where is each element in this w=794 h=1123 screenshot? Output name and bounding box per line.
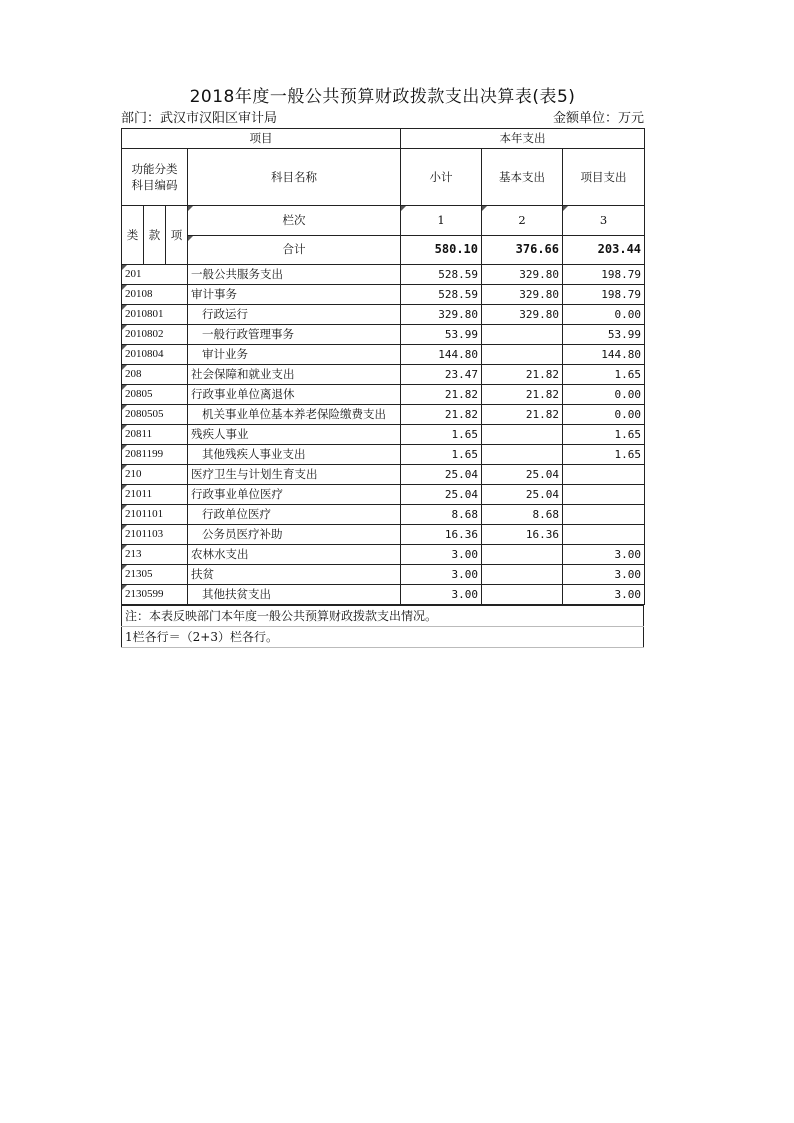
row-project [563,485,645,505]
header-basic: 基本支出 [482,149,563,206]
row-basic: 25.04 [482,465,563,485]
row-code: 20108 [122,285,188,305]
row-subtotal: 3.00 [401,545,482,565]
row-subtotal: 23.47 [401,365,482,385]
table-row [122,545,645,565]
row-project: 3.00 [563,545,645,565]
table-row [122,365,645,385]
row-code: 2130599 [122,585,188,605]
lanci-label: 栏次 [188,206,401,236]
department-label: 部门：武汉市汉阳区审计局 [121,111,278,126]
row-project: 198.79 [563,265,645,285]
row-basic [482,445,563,465]
header-xiang: 项 [166,206,188,265]
row-subtotal: 53.99 [401,325,482,345]
row-project: 3.00 [563,585,645,605]
row-code: 2080505 [122,405,188,425]
table-row [122,285,645,305]
header-item: 项目 [122,129,401,149]
row-subject-name: 行政单位医疗 [188,505,401,525]
table-row [122,505,645,525]
row-subject-name: 扶贫 [188,565,401,585]
row-subject-name: 机关事业单位基本养老保险缴费支出 [188,405,401,425]
row-basic: 21.82 [482,385,563,405]
row-project: 0.00 [563,385,645,405]
row-subtotal: 1.65 [401,445,482,465]
row-code: 2010804 [122,345,188,365]
row-code: 21011 [122,485,188,505]
row-project: 3.00 [563,565,645,585]
row-project: 53.99 [563,325,645,345]
row-basic: 25.04 [482,485,563,505]
row-basic [482,585,563,605]
row-subject-name: 行政运行 [188,305,401,325]
col-index-2: 2 [482,206,563,236]
row-project: 1.65 [563,445,645,465]
header-func-code: 功能分类 科目编码 [122,149,188,206]
header-row-1 [122,129,645,149]
row-code: 213 [122,545,188,565]
row-subject-name: 社会保障和就业支出 [188,365,401,385]
row-project [563,505,645,525]
row-code: 20805 [122,385,188,405]
row-project [563,465,645,485]
header-subject-name: 科目名称 [188,149,401,206]
row-basic: 329.80 [482,305,563,325]
table-row [122,265,645,285]
row-project: 1.65 [563,425,645,445]
table-row [122,345,645,365]
row-subject-name: 残疾人事业 [188,425,401,445]
row-basic: 8.68 [482,505,563,525]
row-subtotal: 528.59 [401,265,482,285]
table-row [122,525,645,545]
row-basic: 16.36 [482,525,563,545]
total-label: 合计 [188,235,401,265]
row-subject-name: 公务员医疗补助 [188,525,401,545]
row-subject-name: 农林水支出 [188,545,401,565]
row-subtotal: 25.04 [401,485,482,505]
row-basic: 329.80 [482,265,563,285]
row-subject-name: 审计业务 [188,345,401,365]
row-code: 2101101 [122,505,188,525]
row-subtotal: 144.80 [401,345,482,365]
row-subtotal: 25.04 [401,465,482,485]
row-subtotal: 329.80 [401,305,482,325]
note-row-2 [122,627,644,648]
header-lei: 类 [122,206,144,265]
table-row [122,305,645,325]
col-index-1: 1 [401,206,482,236]
table-row [122,385,645,405]
row-basic [482,345,563,365]
row-subject-name: 一般公共服务支出 [188,265,401,285]
row-subtotal: 8.68 [401,505,482,525]
row-code: 2010801 [122,305,188,325]
row-basic: 21.82 [482,405,563,425]
row-code: 210 [122,465,188,485]
row-basic [482,545,563,565]
row-subtotal: 21.82 [401,385,482,405]
row-basic [482,425,563,445]
row-project: 0.00 [563,305,645,325]
note-text-2: 1栏各行＝（2+3）栏各行。 [122,627,644,648]
row-subject-name: 行政事业单位医疗 [188,485,401,505]
note-text-1: 注：本表反映部门本年度一般公共预算财政拨款支出情况。 [122,606,644,627]
expenditure-table [121,128,645,605]
notes-table [121,605,644,648]
row-subject-name: 其他残疾人事业支出 [188,445,401,465]
total-row [122,235,645,265]
table-row [122,585,645,605]
table-row [122,325,645,345]
row-subtotal: 528.59 [401,285,482,305]
column-index-row [122,206,645,236]
row-basic [482,325,563,345]
row-code: 201 [122,265,188,285]
row-subject-name: 其他扶贫支出 [188,585,401,605]
table-row [122,425,645,445]
row-subject-name: 一般行政管理事务 [188,325,401,345]
row-project: 0.00 [563,405,645,425]
header-kuan: 款 [144,206,166,265]
table-row [122,405,645,425]
col-index-3: 3 [563,206,645,236]
row-code: 208 [122,365,188,385]
row-subject-name: 行政事业单位离退休 [188,385,401,405]
table-row [122,445,645,465]
row-subtotal: 3.00 [401,565,482,585]
total-basic: 376.66 [482,235,563,265]
row-code: 2081199 [122,445,188,465]
header-subtotal: 小计 [401,149,482,206]
row-project: 1.65 [563,365,645,385]
row-project: 198.79 [563,285,645,305]
row-project: 144.80 [563,345,645,365]
header-current-year: 本年支出 [401,129,645,149]
note-row-1 [122,606,644,627]
total-subtotal: 580.10 [401,235,482,265]
row-code: 21305 [122,565,188,585]
table-row [122,485,645,505]
row-basic: 21.82 [482,365,563,385]
row-subtotal: 1.65 [401,425,482,445]
table-row [122,565,645,585]
row-project [563,525,645,545]
page-title: 2018年度一般公共预算财政拨款支出决算表(表5) [189,87,576,107]
row-code: 2101103 [122,525,188,545]
table-row [122,465,645,485]
budget-table-sheet [121,84,644,648]
header-row-2 [122,149,645,206]
row-subject-name: 审计事务 [188,285,401,305]
subtitle-line [121,110,644,128]
unit-label: 金额单位：万元 [552,111,644,126]
row-subtotal: 16.36 [401,525,482,545]
total-project: 203.44 [563,235,645,265]
header-project: 项目支出 [563,149,645,206]
row-code: 20811 [122,425,188,445]
row-subtotal: 3.00 [401,585,482,605]
row-basic [482,565,563,585]
row-subject-name: 医疗卫生与计划生育支出 [188,465,401,485]
row-code: 2010802 [122,325,188,345]
row-subtotal: 21.82 [401,405,482,425]
row-basic: 329.80 [482,285,563,305]
